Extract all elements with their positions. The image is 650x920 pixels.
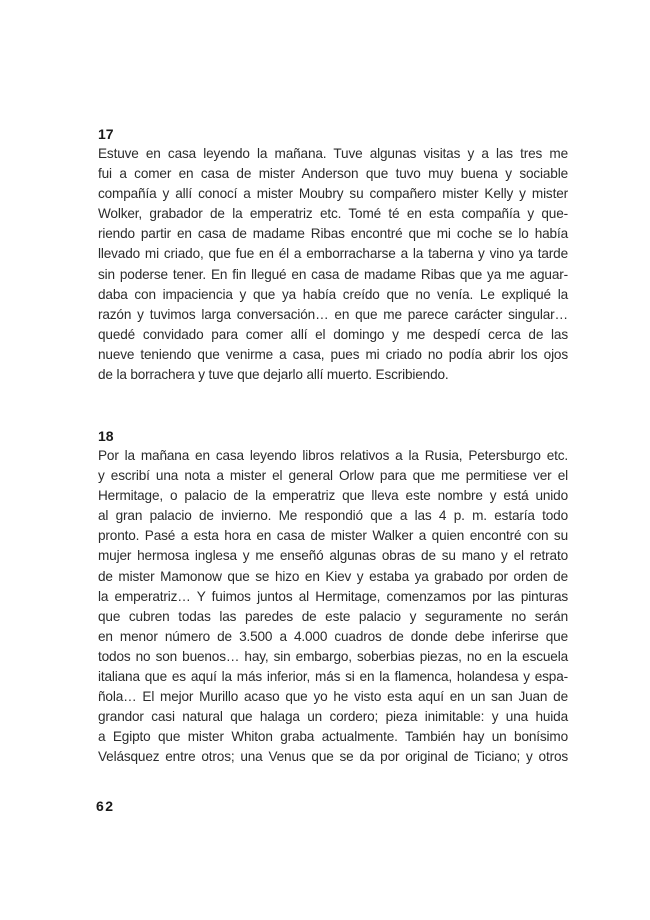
text-line: que cubren todas las paredes de este palacio y seguramente no serán — [98, 608, 568, 624]
text-line: ñola… El mejor Murillo acaso que yo he visto esta aquí en un san Juan de — [98, 689, 568, 705]
text-line: Velásquez entre otros; una Venus que se da por original de Ticiano; y otros — [98, 749, 568, 765]
text-line: al gran palacio de invierno. Me respondió que a las 4 p. m. estaría todo — [98, 508, 568, 524]
text-line: todos no son buenos… hay, sin embargo, soberbias piezas, no en la escuela — [98, 648, 568, 664]
text-line: Por la mañana en casa leyendo libros relativos a la Rusia, Petersburgo etc. — [98, 448, 568, 463]
text-line: compañía y allí conocí a mister Moubry su compañero mister Kelly y mister — [98, 186, 568, 202]
text-line: y escribí una nota a mister el general Orlow para que me permitiese ver el — [98, 468, 568, 484]
diary-entry-18 — [98, 426, 568, 768]
text-line: Hermitage, o palacio de la emperatriz que lleva este nombre y está unido — [98, 488, 568, 504]
text-line: Wolker, grabador de la emperatriz etc. Tomé té en esta compañía y que- — [98, 206, 568, 222]
text-line: nueve teniendo que venirme a casa, pues mi criado no podía abrir los ojos — [98, 346, 568, 362]
text-line: riendo partir en casa de madame Ribas encontré que mi coche se lo había — [98, 226, 568, 242]
text-line: daba con impaciencia y que ya había creído que no venía. Le expliqué la — [98, 286, 568, 302]
entry-body — [98, 144, 568, 385]
text-line: fui a comer en casa de mister Anderson que tuvo muy buena y sociable — [98, 166, 568, 182]
page-number: 62 — [96, 798, 115, 814]
text-line: italiana que es aquí la más inferior, más si en la flamenca, holandesa y espa- — [98, 669, 568, 685]
text-line: de la borrachera y tuve que dejarlo allí muerto. Escribiendo. — [98, 367, 449, 383]
entry-day-heading: 18 — [98, 428, 114, 444]
text-line: pronto. Pasé a esta hora en casa de mister Walker a quien encontré con su — [98, 528, 568, 544]
text-line: razón y tuvimos larga conversación… en que me parece carácter singular… — [98, 306, 568, 322]
diary-entry-17 — [98, 124, 568, 385]
text-line: Estuve en casa leyendo la mañana. Tuve algunas visitas y a las tres me — [98, 146, 568, 161]
text-line: sin poderse tener. En fin llegué en casa de madame Ribas que ya me aguar- — [98, 266, 568, 282]
entry-body — [98, 446, 568, 768]
text-line: la emperatriz… Y fuimos juntos al Hermitage, comenzamos por las pinturas — [98, 588, 568, 604]
text-line: llevado mi criado, que fue en él a emborracharse a la taberna y vino ya tarde — [98, 246, 568, 262]
text-line: grandor casi natural que halaga un cordero; pieza inimitable: y una huida — [98, 709, 568, 725]
text-line: de mister Mamonow que se hizo en Kiev y estaba ya grabado por orden de — [98, 568, 568, 584]
text-line: en menor número de 3.500 a 4.000 cuadros de donde debe inferirse que — [98, 628, 568, 644]
text-line: quedé convidado para comer allí el domingo y me despedí cerca de las — [98, 326, 568, 342]
text-line: a Egipto que mister Whiton graba actualmente. También hay un bonísimo — [98, 729, 568, 745]
text-line: mujer hermosa inglesa y me enseñó algunas obras de su mano y el retrato — [98, 548, 568, 564]
entry-day-heading: 17 — [98, 126, 114, 142]
